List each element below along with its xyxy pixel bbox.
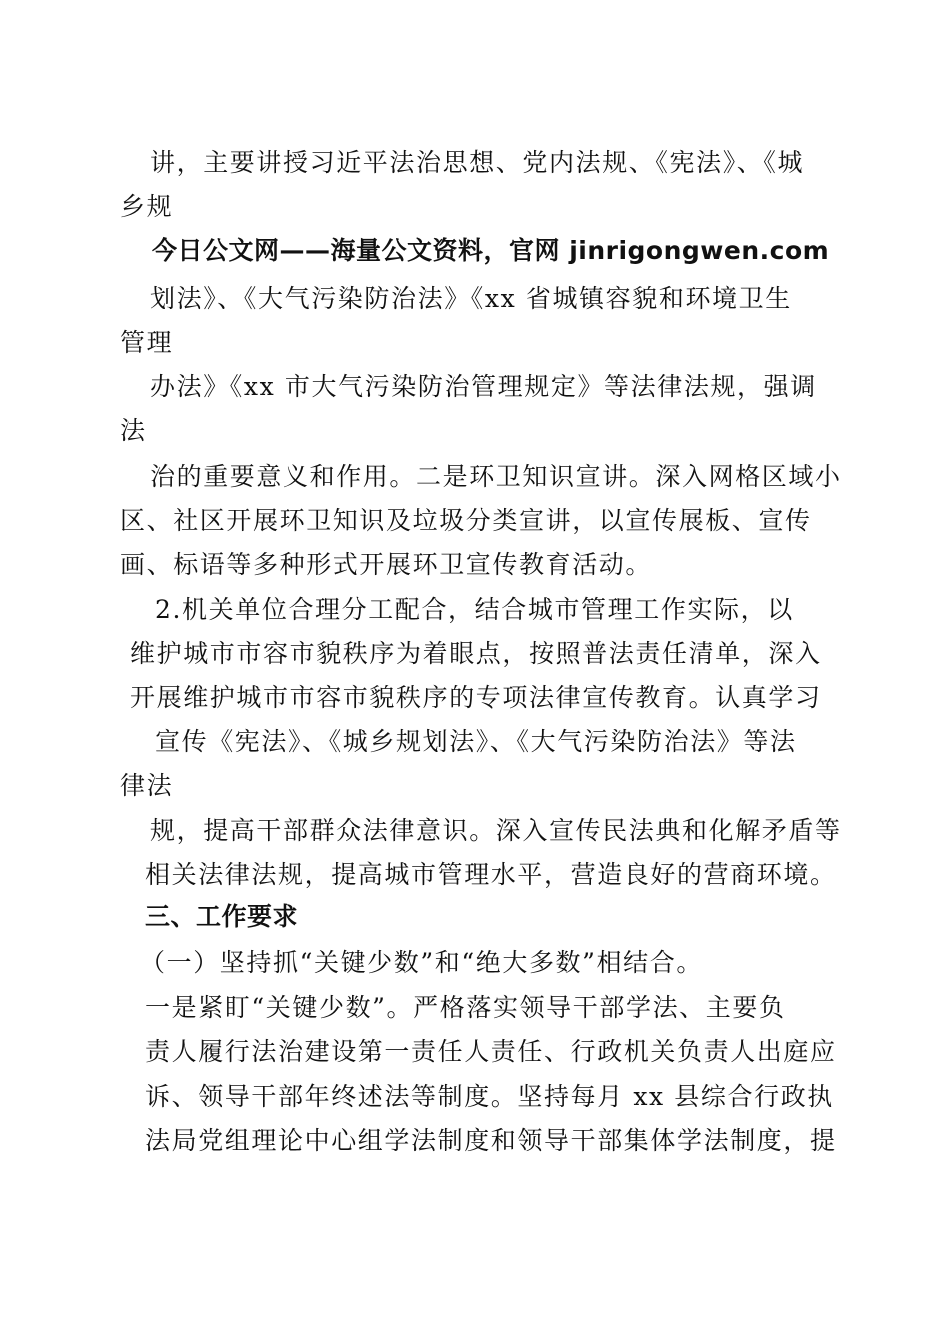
paragraph-line: 一是紧盯“关键少数”。严格落实领导干部学法、主要负 <box>145 993 786 1022</box>
paragraph-line: 2.机关单位合理分工配合，结合城市管理工作实际，以 <box>155 595 794 624</box>
paragraph-line: 开展维护城市市容市貌秩序的专项法律宣传教育。认真学习 <box>130 683 822 712</box>
paragraph-line: 责人履行法治建设第一责任人责任、行政机关负责人出庭应 <box>145 1037 837 1066</box>
paragraph-line: 法 <box>120 416 147 445</box>
watermark-banner-line: 今日公文网——海量公文资料，官网 jinrigongwen.com <box>152 236 830 265</box>
paragraph-line: 律法 <box>120 771 174 800</box>
section-heading: 三、工作要求 <box>145 902 299 931</box>
paragraph-line: 管理 <box>120 328 174 357</box>
paragraph-line: 相关法律法规，提高城市管理水平，营造良好的营商环境。 <box>145 860 837 889</box>
paragraph-line: 宣传《宪法》、《城乡规划法》、《大气污染防治法》等法 <box>155 727 797 756</box>
paragraph-line: 法局党组理论中心组学法制度和领导干部集体学法制度，提 <box>145 1126 837 1155</box>
subsection-heading: （一）坚持抓“关键少数”和“绝大多数”相结合。 <box>140 948 703 977</box>
paragraph-line: 维护城市市容市貌秩序为着眼点，按照普法责任清单，深入 <box>130 639 822 668</box>
paragraph-line: 区、社区开展环卫知识及垃圾分类宣讲，以宣传展板、宣传 <box>120 506 812 535</box>
paragraph-line: 治的重要意义和作用。二是环卫知识宣讲。深入网格区域小 <box>150 462 842 491</box>
paragraph-line: 办法》《xx 市大气污染防治管理规定》等法律法规，强调 <box>150 372 817 401</box>
paragraph-line: 划法》、《大气污染防治法》《xx 省城镇容貌和环境卫生 <box>150 284 792 313</box>
paragraph-line: 规，提高干部群众法律意识。深入宣传民法典和化解矛盾等 <box>150 816 842 845</box>
paragraph-line: 讲，主要讲授习近平法治思想、党内法规、《宪法》、《城 <box>150 148 805 177</box>
paragraph-line: 画、标语等多种形式开展环卫宣传教育活动。 <box>120 550 653 579</box>
paragraph-line: 乡规 <box>120 192 174 221</box>
paragraph-line: 诉、领导干部年终述法等制度。坚持每月 xx 县综合行政执 <box>145 1082 834 1111</box>
